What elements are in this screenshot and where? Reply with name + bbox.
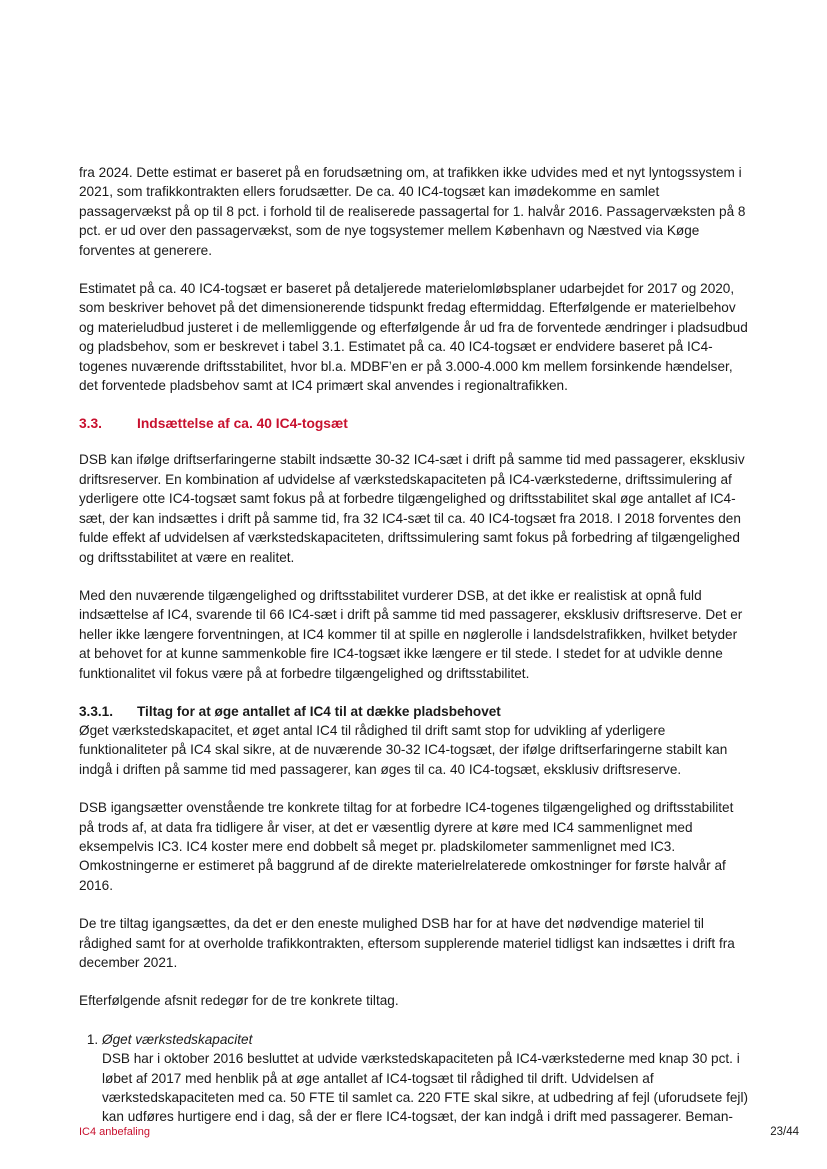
document-body bbox=[79, 163, 751, 1127]
paragraph: Øget værkstedskapacitet, et øget antal IC4 til rådighed til drift samt stop for udvikling af yderligere funktionaliteter på IC4 skal sikre, at de nuværende 30-32 IC4-togsæt, der ifølge driftserfaringerne stabilt kan indgå i driften på samme tid med passagerer, kan øges til ca. 40 IC4-togsæt, eksklusiv driftsreserve. bbox=[79, 722, 728, 777]
paragraph: DSB kan ifølge driftserfaringerne stabilt indsætte 30-32 IC4-sæt i drift på samme tid med passagerer, eksklusiv driftsreserver. En kombination af udvidelse af værkstedskapaciteten på IC4-værkstederne, driftssimulering af yderligere otte IC4-togsæt samt fokus på at forbedre tilgængelighed og driftsstabilitet skal øge antallet af IC4-sæt, der kan indsættes i drift på samme tid, fra 32 IC4-sæt til ca. 40 IC4-togsæt fra 2018. I 2018 forventes den fulde effekt af udvidelsen af værkstedskapaciteten, driftssimulering samt fokus på forbedring af tilgængelighed og driftsstabilitet at være en realitet. bbox=[79, 452, 745, 565]
footer-document-title: IC4 anbefaling bbox=[79, 1126, 150, 1138]
list-item-title: 1. Øget værkstedskapacitet bbox=[102, 1031, 253, 1047]
subsection-number: 3.3.1. bbox=[79, 703, 114, 719]
paragraph: Estimatet på ca. 40 IC4-togsæt er baseret på detaljerede materielomløbsplaner udarbejdet for 2017 og 2020, som beskriver behovet på det dimensionerende tidspunkt fredag eftermiddag. Efterfølgende er materielbehov og materieludbud justeret i de mellemliggende og efterfølgende år ud fra de forventede ændringer i pladsudbud og pladsbehov, som er beskrevet i tabel 3.1. Estimatet på ca. 40 IC4-togsæt er endvidere baseret på IC4-togenes nuværende driftsstabilitet, hvor bl.a. MDBF’en er på 3.000-4.000 km mellem forsinkende hændelser, det forventede pladsbehov samt at IC4 primært skal anvendes i regionaltrafikken. bbox=[79, 281, 748, 394]
page-number: 23/44 bbox=[770, 1126, 799, 1138]
paragraph: Efterfølgende afsnit redegør for de tre konkrete tiltag. bbox=[79, 993, 399, 1009]
paragraph: Med den nuværende tilgængelighed og driftsstabilitet vurderer DSB, at det ikke er realistisk at opnå fuld indsættelse af IC4, svarende til 66 IC4-sæt i drift på samme tid med passagerer, eksklusiv driftsreserve. Det er heller ikke længere forventningen, at IC4 kommer til at spille en nøglerolle i landsdelstrafikken, hvilket betyder at behovet for at kunne sammenkoble fire IC4-togsæt ikke længere er til stede. I stedet for at udvikle denne funktionalitet vil fokus være på at forbedre tilgængelighed og driftsstabilitet. bbox=[79, 587, 743, 681]
list-item bbox=[102, 1030, 751, 1127]
subsection-heading-3-3-1 bbox=[79, 702, 751, 721]
paragraph: DSB igangsætter ovenstående tre konkrete tiltag for at forbedre IC4-togenes tilgængelighed og driftsstabilitet på trods af, at data fra tidligere år viser, at det er væsentlig dyrere at køre med IC4 sammenlignet med eksempelvis IC3. IC4 koster mere end dobbelt så meget pr. pladskilometer sammenlignet med IC3. Omkostningerne er estimeret på baggrund af de direkte materielrelaterede omkostninger for første halvår af 2016. bbox=[79, 800, 734, 893]
paragraph: De tre tiltag igangsættes, da det er den eneste mulighed DSB har for at have det nødvendige materiel til rådighed samt for at overholde trafikkontrakten, eftersom supplerende materiel tidligst kan indsættes i drift fra december 2021. bbox=[79, 916, 735, 970]
section-title: Indsættelse af ca. 40 IC4-togsæt bbox=[137, 416, 348, 432]
list-item-text: DSB har i oktober 2016 besluttet at udvide værkstedskapaciteten på IC4-værkstederne med knap 30 pct. i løbet af 2017 med henblik på at øge antallet af IC4-togsæt til rådighed til drift. Udvidelsen af værkstedskapaciteten med ca. 50 FTE til samlet ca. 220 FTE skal sikre, at udbedring af fejl (uforudsete fejl) kan udføres hurtigere end i dag, så der er flere IC4-togsæt, der kan indgå i drift med passagerer. Beman- bbox=[102, 1051, 748, 1125]
section-heading-3-3 bbox=[79, 414, 751, 433]
section-number: 3.3. bbox=[79, 416, 103, 432]
measures-list bbox=[79, 1030, 751, 1127]
paragraph: fra 2024. Dette estimat er baseret på en forudsætning om, at trafikken ikke udvides med et nyt lyntogssystem i 2021, som trafikkontrakten ellers forudsætter. De ca. 40 IC4-togsæt kan imødekomme en samlet passagervækst på op til 8 pct. i forhold til de realiserede passagertal for 1. halvår 2016. Passagervæksten på 8 pct. er ud over den passagervækst, som de nye togsystemer mellem København og Næstved via Køge forventes at generere. bbox=[79, 165, 746, 258]
subsection-title: Tiltag for at øge antallet af IC4 til at dække pladsbehovet bbox=[137, 703, 501, 719]
